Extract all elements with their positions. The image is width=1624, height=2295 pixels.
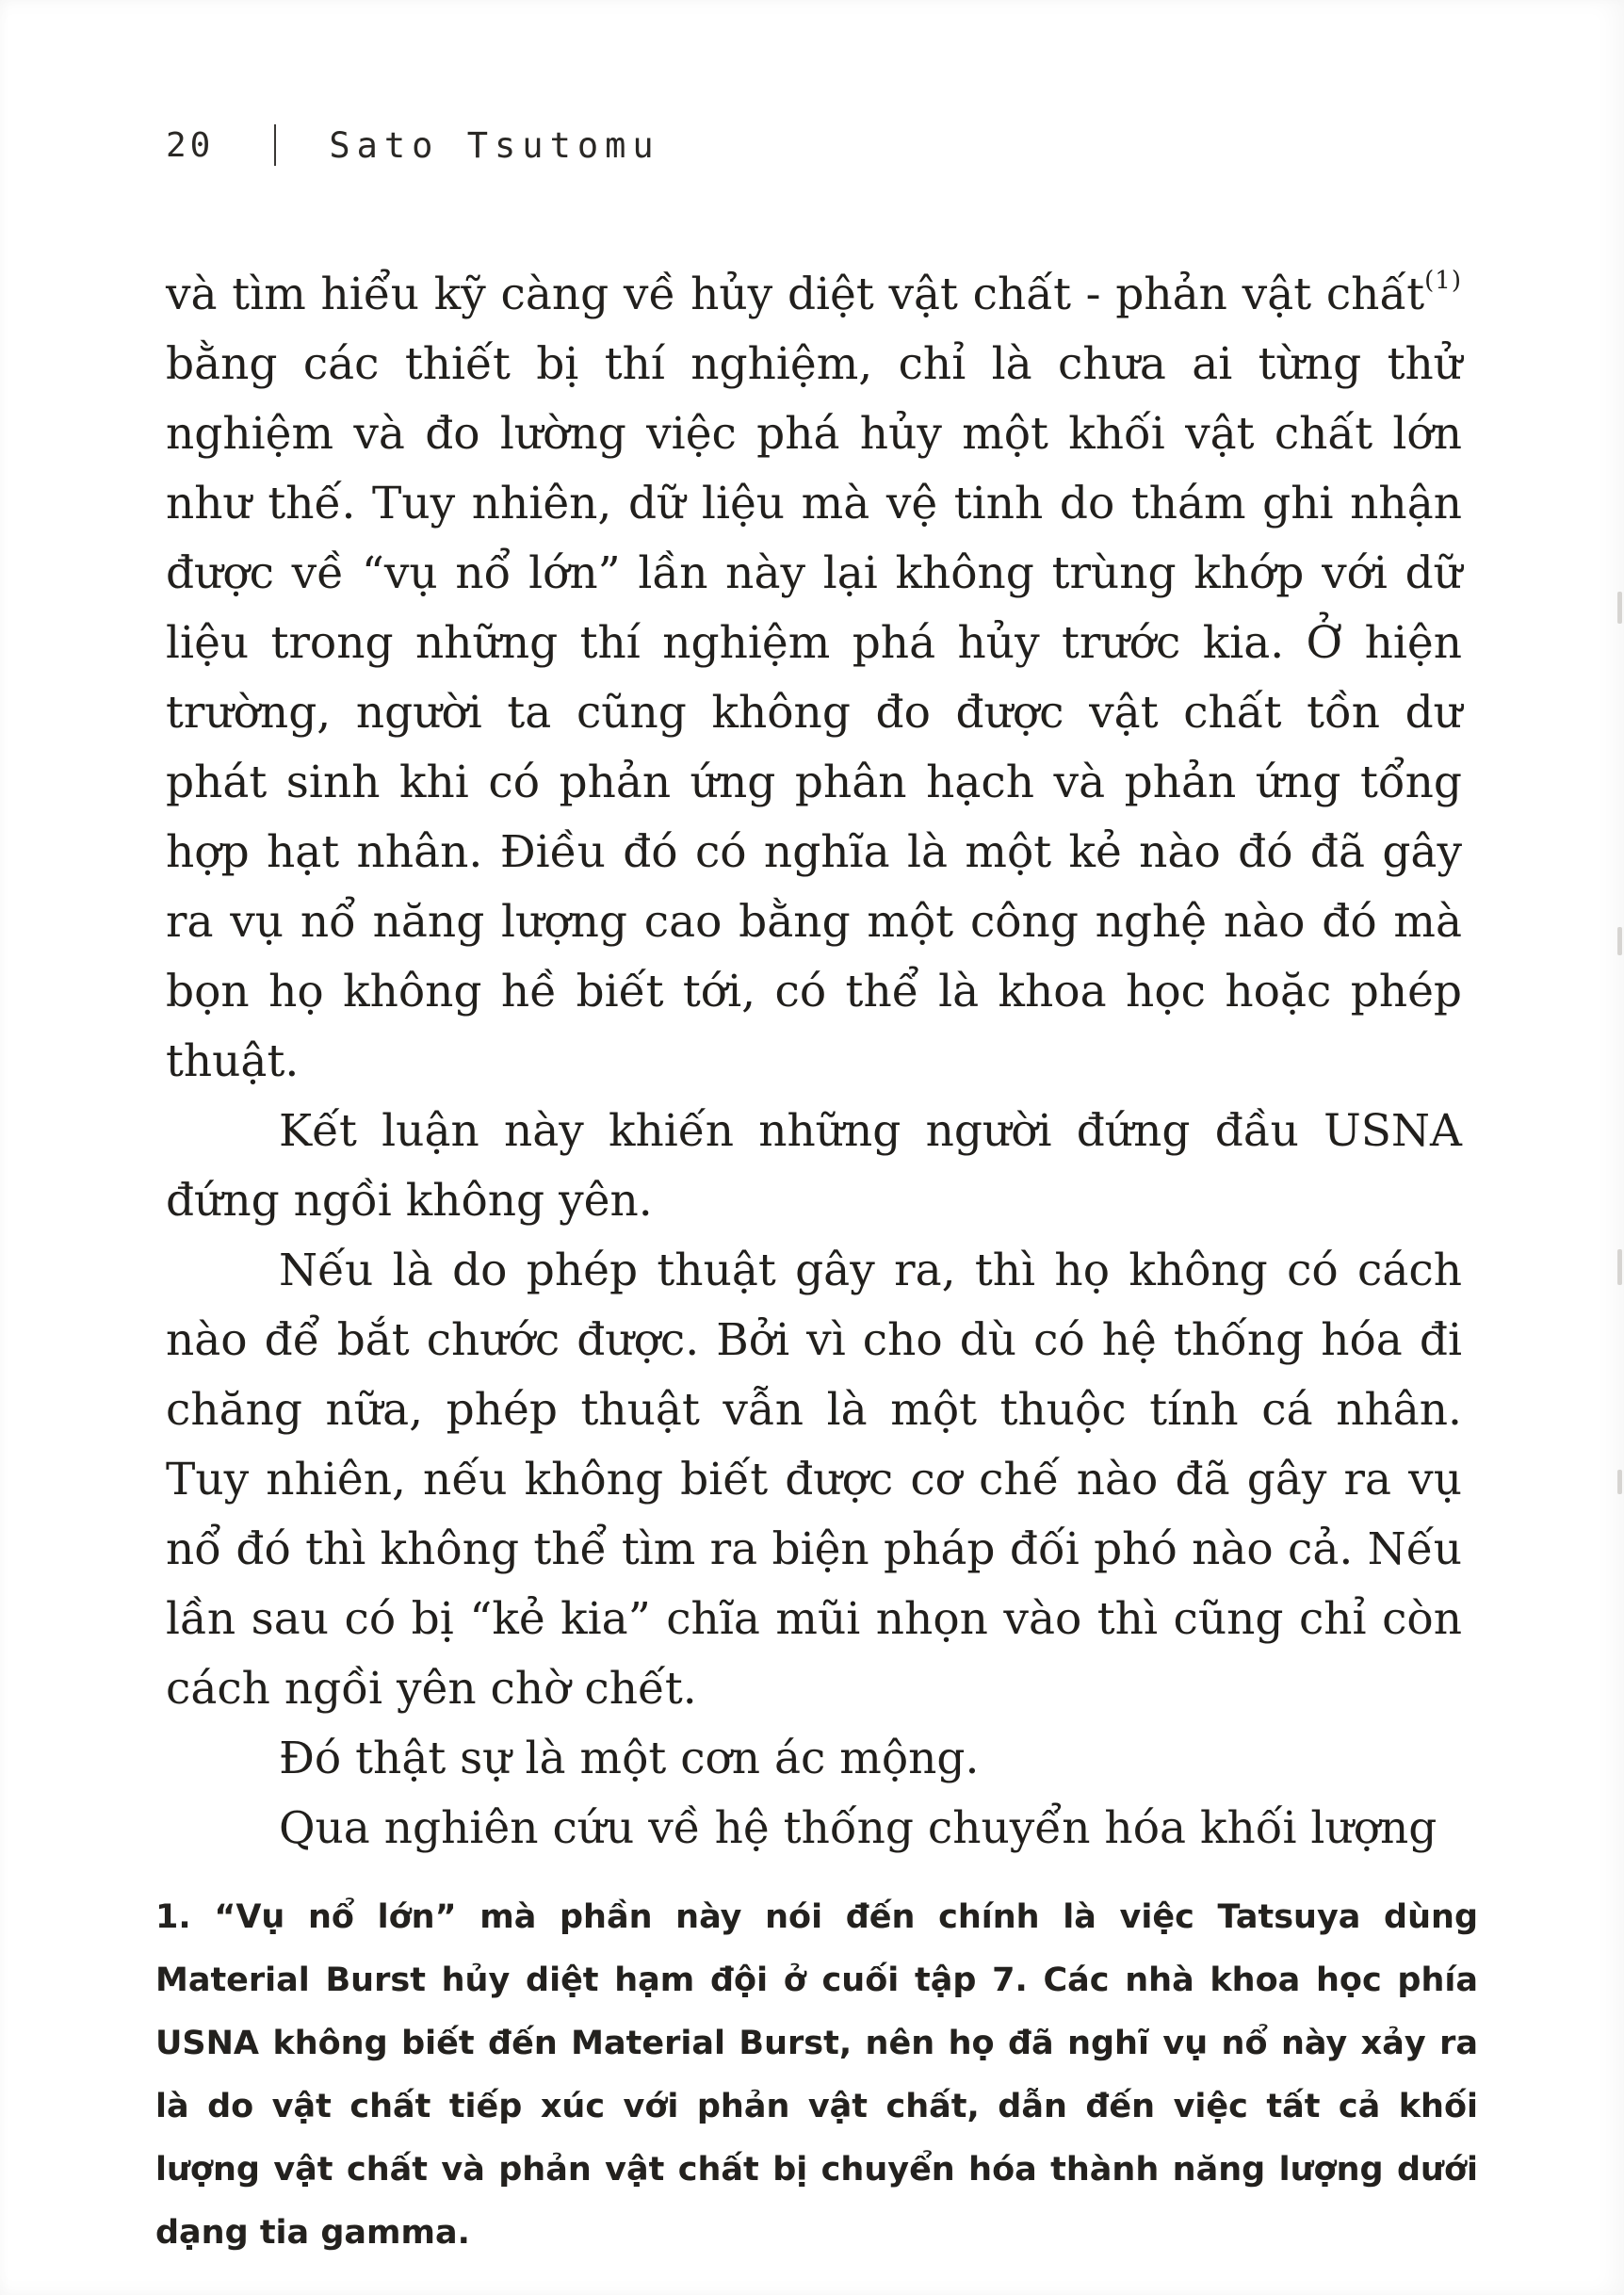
scan-artifact <box>1617 1470 1622 1494</box>
paragraph-4: Đó thật sự là một cơn ác mộng. <box>279 1733 980 1784</box>
paragraph-3: Nếu là do phép thuật gây ra, thì họ không có cách nào để bắt chước được. Bởi vì cho dù có hệ thống hóa đi chăng nữa, phép thuật vẫn là một thuộc tính cá nhân. Tuy nhiên, nếu không biết được cơ chế nào đã gây ra vụ nổ đó thì không thể tìm ra biện pháp đối phó nào cả. Nếu lần sau có bị “kẻ kia” chĩa mũi nhọn vào thì cũng chỉ còn cách ngồi yên chờ chết. <box>166 1245 1462 1715</box>
paragraph-2: Kết luận này khiến những người đứng đầu USNA đứng ngồi không yên. <box>166 1105 1462 1227</box>
paragraph-1-continuation: bằng các thiết bị thí nghiệm, chỉ là chưa ai từng thử nghiệm và đo lường việc phá hủy một khối vật chất lớn như thế. Tuy nhiên, dữ liệu mà vệ tinh do thám ghi nhận được về “vụ nổ lớn” lần này lại không trùng khớp với dữ liệu trong những thí nghiệm phá hủy trước kia. Ở hiện trường, người ta cũng không đo được vật chất tồn dư phát sinh khi có phản ứng phân hạch và phản ứng tổng hợp hạt nhân. Điều đó có nghĩa là một kẻ nào đó đã gây ra vụ nổ năng lượng cao bằng một công nghệ nào đó mà bọn họ không hề biết tới, có thể là khoa học hoặc phép thuật. <box>166 338 1462 1087</box>
footnote-ref-1: (1) <box>1424 267 1462 295</box>
paragraph-5: Qua nghiên cứu về hệ thống chuyển hóa khối lượng <box>279 1802 1437 1854</box>
running-header <box>166 121 660 170</box>
page-number: 20 <box>166 125 215 165</box>
scan-artifact <box>1617 927 1622 955</box>
scan-artifact <box>1617 592 1622 624</box>
scan-artifact <box>1617 1249 1622 1285</box>
paragraph-1-text: và tìm hiểu kỹ càng về hủy diệt vật chất - phản vật chất <box>166 269 1425 320</box>
header-divider <box>274 124 276 166</box>
author-name: Sato Tsutomu <box>329 124 660 166</box>
footnote-text: 1. “Vụ nổ lớn” mà phần này nói đến chính là việc Tatsuya dùng Material Burst hủy diệt hạm đội ở cuối tập 7. Các nhà khoa học phía USNA không biết đến Material Burst, nên họ đã nghĩ vụ nổ này xảy ra là do vật chất tiếp xúc với phản vật chất, dẫn đến việc tất cả khối lượng vật chất và phản vật chất bị chuyển hóa thành năng lượng dưới dạng tia gamma. <box>155 1898 1478 2252</box>
footnote-block <box>155 1886 1478 2265</box>
body-text <box>166 260 1462 1864</box>
paragraph-1 <box>166 260 1462 1097</box>
